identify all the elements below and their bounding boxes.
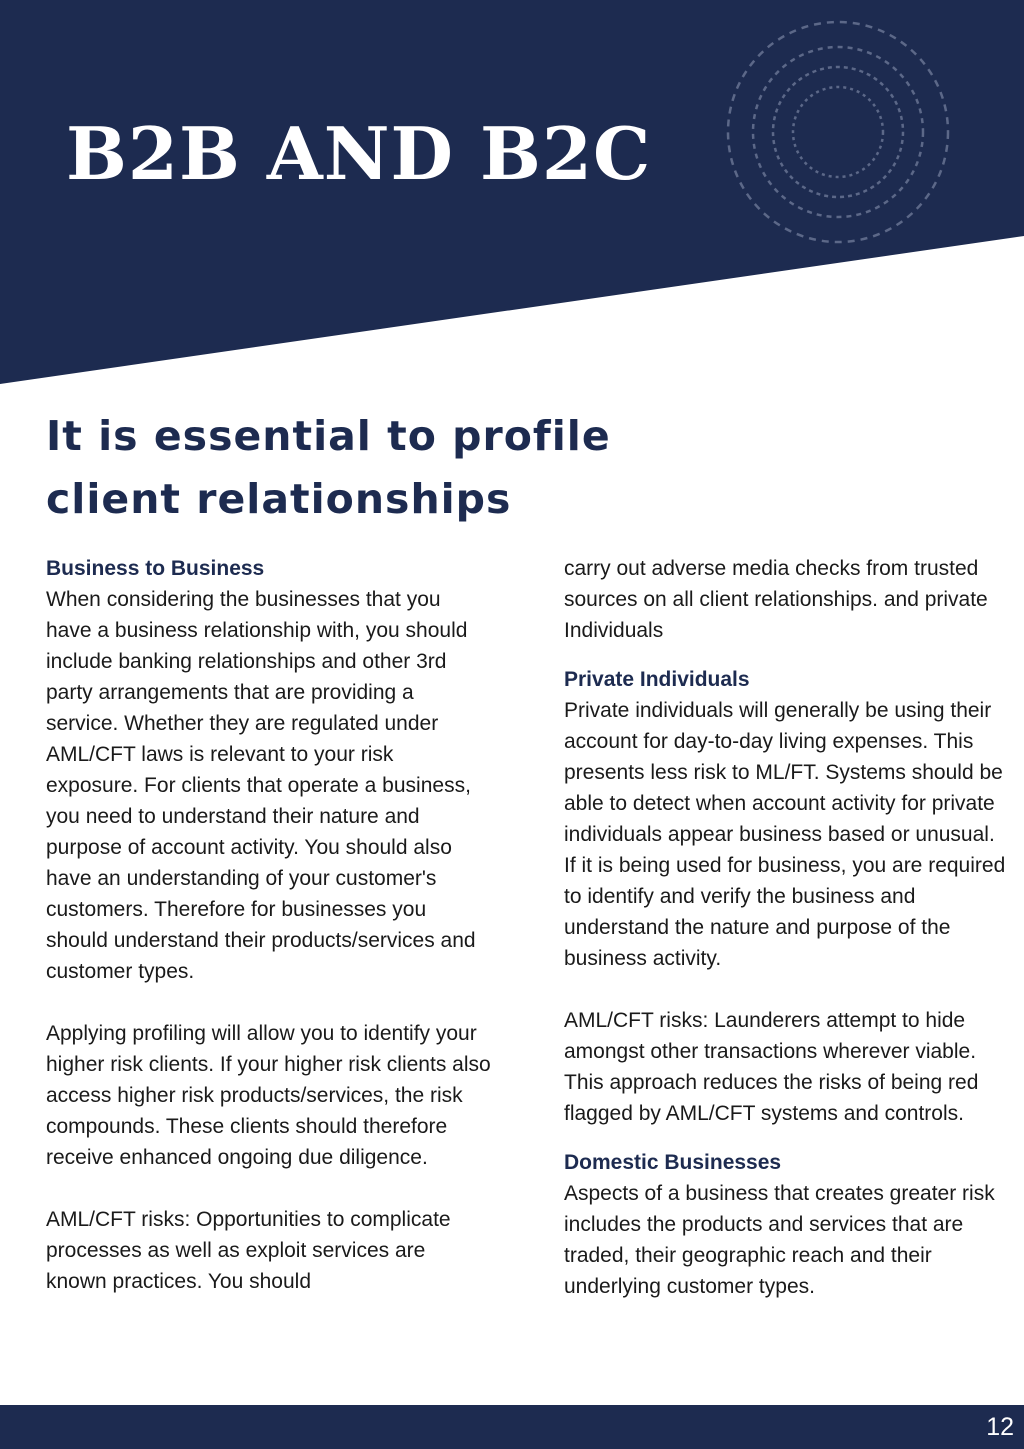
body-paragraph: AML/CFT risks: Launderers attempt to hide amongst other transactions wherever viable. This approach reduces the risks of being red flagged by AML/CFT systems and controls. bbox=[564, 1009, 979, 1125]
section-heading-private-individuals: Private Individuals bbox=[564, 668, 750, 691]
body-paragraph: Aspects of a business that creates greater risk includes the products and services that are traded, their geographic reach and their underlying customer types. bbox=[564, 1182, 995, 1298]
section-heading-domestic-businesses: Domestic Businesses bbox=[564, 1151, 782, 1174]
body-paragraph: When considering the businesses that you have a business relationship with, you should include banking relationships and other 3rd party arrangements that are providing a service. Whether they are regulated under AML/CFT laws is relevant to your risk exposure. For clients that operate a business, you need to understand their nature and purpose of account activity. You should also have an understanding of your customer's customers. Therefore for businesses you should understand their products/services and customer types. bbox=[46, 588, 476, 983]
body-paragraph: Applying profiling will allow you to identify your higher risk clients. If your higher risk clients also access higher risk products/services, the risk compounds. These clients should therefore receive enhanced ongoing due diligence. bbox=[46, 1022, 491, 1169]
page-number: 12 bbox=[986, 1413, 1014, 1441]
footer-bar bbox=[0, 1405, 1024, 1449]
page-title: B2B AND B2C bbox=[66, 111, 652, 196]
left-column bbox=[46, 553, 491, 1297]
body-paragraph: AML/CFT risks: Opportunities to complicate processes as well as exploit services are known practices. You should bbox=[46, 1208, 451, 1293]
section-heading-b2b: Business to Business bbox=[46, 557, 265, 580]
right-column bbox=[564, 553, 1009, 1302]
body-paragraph: Private individuals will generally be using their account for day-to-day living expenses. This presents less risk to ML/FT. Systems should be able to detect when account activity for private individuals appear business based or unusual. If it is being used for business, you are required to identify and verify the business and understand the nature and purpose of the business activity. bbox=[564, 699, 1006, 970]
header-band bbox=[0, 0, 1024, 400]
body-paragraph-continuation: carry out adverse media checks from trusted sources on all client relationships. and private Individuals bbox=[564, 557, 988, 642]
page-subtitle: It is essential to profile client relationships bbox=[46, 412, 611, 523]
